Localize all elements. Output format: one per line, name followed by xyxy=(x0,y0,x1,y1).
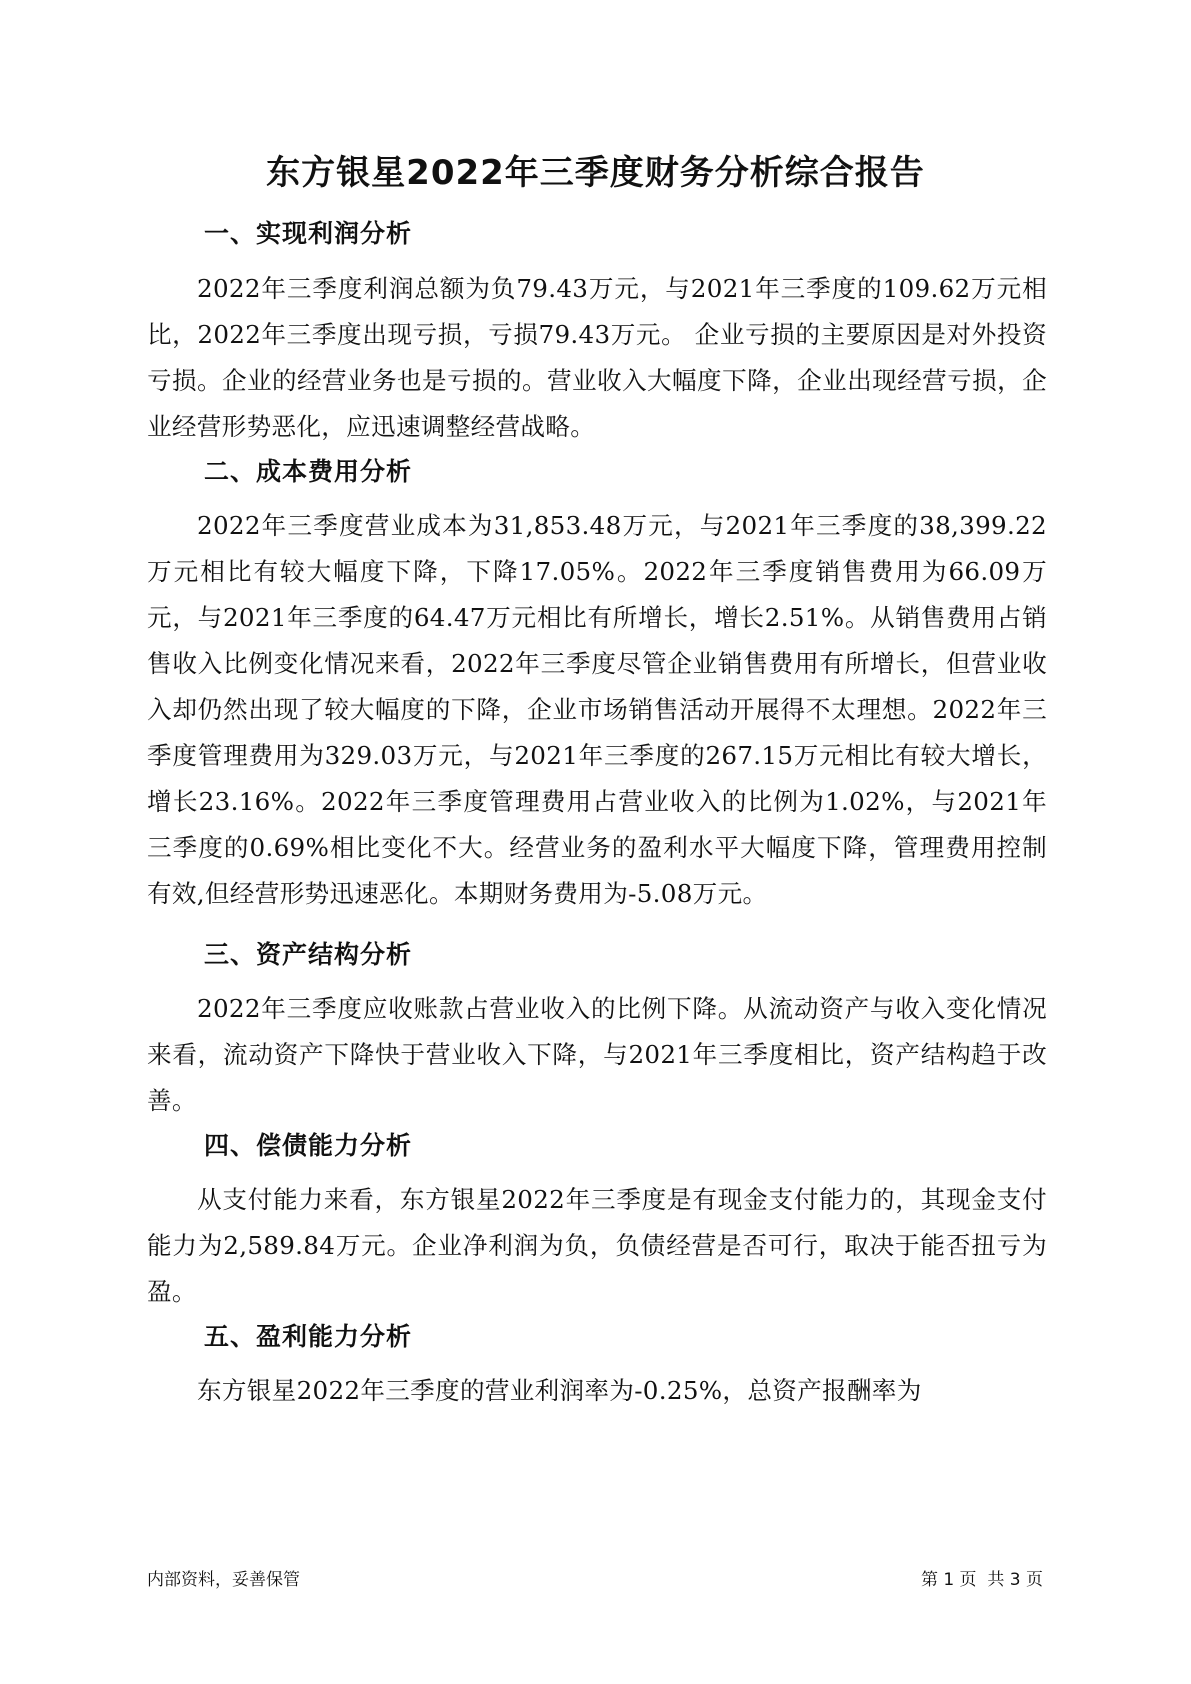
section-paragraph-cost: 2022年三季度营业成本为31,853.48万元，与2021年三季度的38,399.22万元相比有较大幅度下降，下降17.05%。2022年三季度销售费用为66.09万元，与2021年三季度的64.47万元相比有所增长，增长2.51%。从销售费用占销售收入比例变化情况来看，2022年三季度尽管企业销售费用有所增长，但营业收入却仍然出现了较大幅度的下降，企业市场销售活动开展得不太理想。2022年三季度管理费用为329.03万元，与2021年三季度的267.15万元相比有较大增长，增长23.16%。2022年三季度管理费用占营业收入的比例为1.02%，与2021年三季度的0.69%相比变化不大。经营业务的盈利水平大幅度下降，管理费用控制有效,但经营形势迅速恶化。本期财务费用为-5.08万元。 xyxy=(147,511,1047,908)
section-paragraph-profit: 2022年三季度利润总额为负79.43万元，与2021年三季度的109.62万元相比，2022年三季度出现亏损，亏损79.43万元。 企业亏损的主要原因是对外投资亏损。企业的经营业务也是亏损的。营业收入大幅度下降，企业出现经营亏损，企业经营形势恶化，应迅速调整经营战略。 xyxy=(147,274,1047,441)
section-heading-assets: 三、资产结构分析 xyxy=(204,940,413,969)
section-paragraph-assets: 2022年三季度应收账款占营业收入的比例下降。从流动资产与收入变化情况来看，流动资产下降快于营业收入下降，与2021年三季度相比，资产结构趋于改善。 xyxy=(147,994,1047,1115)
section-heading-solvency: 四、偿债能力分析 xyxy=(204,1131,413,1160)
document-title: 东方银星2022年三季度财务分析综合报告 xyxy=(266,153,925,193)
section-paragraph-profitability: 东方银星2022年三季度的营业利润率为-0.25%，总资产报酬率为 xyxy=(197,1376,922,1405)
section-paragraph-solvency: 从支付能力来看，东方银星2022年三季度是有现金支付能力的，其现金支付能力为2,589.84万元。企业净利润为负，负债经营是否可行，取决于能否扭亏为盈。 xyxy=(147,1185,1047,1306)
section-heading-profit: 一、实现利润分析 xyxy=(204,219,413,248)
section-heading-profitability: 五、盈利能力分析 xyxy=(204,1322,413,1351)
footer-confidential-note: 内部资料，妥善保管 xyxy=(147,1570,300,1590)
footer-page-number: 第 1 页 共 3 页 xyxy=(920,1570,1043,1590)
section-heading-cost: 二、成本费用分析 xyxy=(204,457,413,486)
